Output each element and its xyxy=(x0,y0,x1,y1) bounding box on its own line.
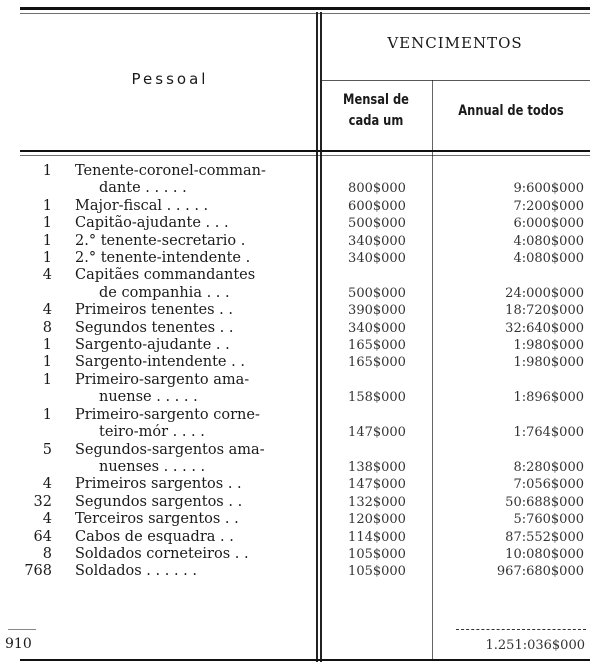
pessoal-header: Pessoal xyxy=(131,70,209,88)
row-mensal: 158$000 xyxy=(348,390,406,406)
total-count-rule xyxy=(8,629,36,630)
table-row xyxy=(0,494,600,511)
row-count: 1 xyxy=(42,197,52,214)
table-row xyxy=(0,302,600,319)
table-row xyxy=(0,407,600,442)
vencimentos-header: VENCIMENTOS xyxy=(387,34,523,52)
rank-line: Segundos-sargentos ama- xyxy=(75,441,265,458)
top-rule xyxy=(20,7,590,10)
top-rule-thin xyxy=(20,13,590,14)
table-row xyxy=(0,354,600,371)
row-mensal: 105$000 xyxy=(348,564,406,580)
row-count: 1 xyxy=(42,354,52,371)
row-count: 4 xyxy=(42,476,52,493)
row-mensal: 165$000 xyxy=(348,338,406,354)
row-mensal: 132$000 xyxy=(348,494,406,510)
row-mensal: 500$000 xyxy=(348,216,406,232)
mensal-header-line1: Mensal de xyxy=(343,92,409,108)
row-mensal: 340$000 xyxy=(348,233,406,249)
row-rank xyxy=(75,372,305,407)
rank-line: teiro-mór . . . . xyxy=(99,424,205,441)
rank-line: Primeiro-sargento corne- xyxy=(75,406,260,423)
row-count: 1 xyxy=(42,163,52,179)
total-count: 910 xyxy=(5,636,32,652)
row-count: 1 xyxy=(42,250,52,267)
table-row xyxy=(0,529,600,546)
row-annual: 1:980$000 xyxy=(513,338,584,354)
row-annual: 967:680$000 xyxy=(496,564,584,580)
row-count: 32 xyxy=(33,493,52,510)
table-row xyxy=(0,215,600,232)
row-mensal: 340$000 xyxy=(348,320,406,336)
rank-line: de companhia . . . xyxy=(99,284,230,301)
row-annual: 4:080$000 xyxy=(513,233,584,249)
header-bottom-rule-thin xyxy=(20,155,590,156)
row-count: 1 xyxy=(42,406,52,423)
row-annual: 10:080$000 xyxy=(505,546,584,562)
row-mensal: 147$000 xyxy=(348,477,406,493)
row-mensal: 600$000 xyxy=(348,198,406,214)
row-mensal: 120$000 xyxy=(348,512,406,528)
row-rank xyxy=(75,563,305,580)
rank-line: 2.° tenente-secretario . xyxy=(75,232,246,249)
rank-line: Primeiros tenentes . . xyxy=(75,302,233,319)
row-rank xyxy=(75,546,305,563)
rank-line: Segundos tenentes . . xyxy=(75,319,234,336)
table-row xyxy=(0,337,600,354)
row-rank xyxy=(75,267,305,302)
row-rank xyxy=(75,476,305,493)
row-count: 1 xyxy=(42,215,52,232)
row-annual: 32:640$000 xyxy=(505,320,584,336)
bottom-rule xyxy=(20,659,590,661)
row-annual: 9:600$000 xyxy=(513,181,584,197)
rank-line: nuense . . . . . xyxy=(99,389,198,406)
row-rank xyxy=(75,215,305,232)
row-annual: 7:056$000 xyxy=(513,477,584,493)
row-mensal: 165$000 xyxy=(348,355,406,371)
row-rank xyxy=(75,511,305,528)
row-rank xyxy=(75,494,305,511)
rank-line: Soldados corneteiros . . xyxy=(75,545,249,562)
row-mensal: 105$000 xyxy=(348,546,406,562)
table-row xyxy=(0,372,600,407)
table-row xyxy=(0,511,600,528)
row-rank xyxy=(75,529,305,546)
rank-line: Segundos sargentos . . xyxy=(75,493,243,510)
header-bottom-rule xyxy=(20,150,590,152)
row-count: 64 xyxy=(33,528,52,545)
mensal-header-line2: cada um xyxy=(348,113,404,129)
row-count: 768 xyxy=(24,563,52,580)
table-row xyxy=(0,250,600,267)
row-mensal: 138$000 xyxy=(348,459,406,475)
table-row xyxy=(0,442,600,477)
row-count: 8 xyxy=(42,545,52,562)
row-count: 4 xyxy=(42,302,52,319)
row-mensal: 390$000 xyxy=(348,303,406,319)
annual-header: Annual de todos xyxy=(458,103,564,119)
row-mensal: 114$000 xyxy=(348,529,406,545)
row-mensal: 800$000 xyxy=(348,181,406,197)
table-row xyxy=(0,563,600,580)
row-rank xyxy=(75,337,305,354)
table-row xyxy=(0,163,600,198)
row-count: 8 xyxy=(42,319,52,336)
table-row xyxy=(0,320,600,337)
rank-line: dante . . . . . xyxy=(99,180,187,197)
rank-line: Primeiro-sargento ama- xyxy=(75,371,250,388)
row-rank xyxy=(75,354,305,371)
vencimentos-underline xyxy=(322,80,590,81)
row-annual: 18:720$000 xyxy=(505,303,584,319)
rank-line: nuenses . . . . . xyxy=(99,458,206,475)
table-row xyxy=(0,233,600,250)
rank-line: Major-fiscal . . . . . xyxy=(75,197,209,214)
row-annual: 5:760$000 xyxy=(513,512,584,528)
table-row xyxy=(0,546,600,563)
table-row xyxy=(0,476,600,493)
table-row xyxy=(0,198,600,215)
rank-line: Sargento-ajudante . . xyxy=(75,337,230,354)
row-annual: 1:764$000 xyxy=(513,425,584,441)
rank-line: Capitães commandantes xyxy=(75,267,256,284)
row-mensal: 147$000 xyxy=(348,425,406,441)
row-count: 5 xyxy=(42,441,52,458)
row-annual: 1:896$000 xyxy=(513,390,584,406)
row-count: 4 xyxy=(42,511,52,528)
row-count: 1 xyxy=(42,232,52,249)
row-rank xyxy=(75,320,305,337)
row-annual: 1:980$000 xyxy=(513,355,584,371)
row-mensal: 340$000 xyxy=(348,251,406,267)
row-rank xyxy=(75,442,305,477)
total-annual: 1.251:036$000 xyxy=(485,638,585,653)
rank-line: Sargento-intendente . . xyxy=(75,354,245,371)
rank-line: 2.° tenente-intendente . xyxy=(75,250,251,267)
row-annual: 87:552$000 xyxy=(505,529,584,545)
rank-line: Capitão-ajudante . . . xyxy=(75,215,229,232)
table-row xyxy=(0,267,600,302)
rank-line: Soldados . . . . . . xyxy=(75,563,197,580)
row-annual: 24:000$000 xyxy=(505,285,584,301)
total-annual-rule xyxy=(456,629,586,630)
rank-line: Terceiros sargentos . . xyxy=(75,511,239,528)
row-annual: 50:688$000 xyxy=(505,494,584,510)
row-count: 1 xyxy=(42,337,52,354)
row-rank xyxy=(75,163,305,198)
row-annual: 7:200$000 xyxy=(513,198,584,214)
row-annual: 6:000$000 xyxy=(513,216,584,232)
rank-line: Tenente-coronel-comman- xyxy=(75,163,266,179)
row-mensal: 500$000 xyxy=(348,285,406,301)
row-count: 1 xyxy=(42,371,52,388)
row-rank xyxy=(75,198,305,215)
rank-line: Primeiros sargentos . . xyxy=(75,476,242,493)
row-count: 4 xyxy=(42,267,52,284)
row-rank xyxy=(75,302,305,319)
row-rank xyxy=(75,233,305,250)
row-rank xyxy=(75,250,305,267)
personnel-table-body xyxy=(0,163,600,581)
rank-line: Cabos de esquadra . . xyxy=(75,528,234,545)
row-rank xyxy=(75,407,305,442)
row-annual: 4:080$000 xyxy=(513,251,584,267)
mensal-header xyxy=(332,90,421,132)
row-annual: 8:280$000 xyxy=(513,459,584,475)
